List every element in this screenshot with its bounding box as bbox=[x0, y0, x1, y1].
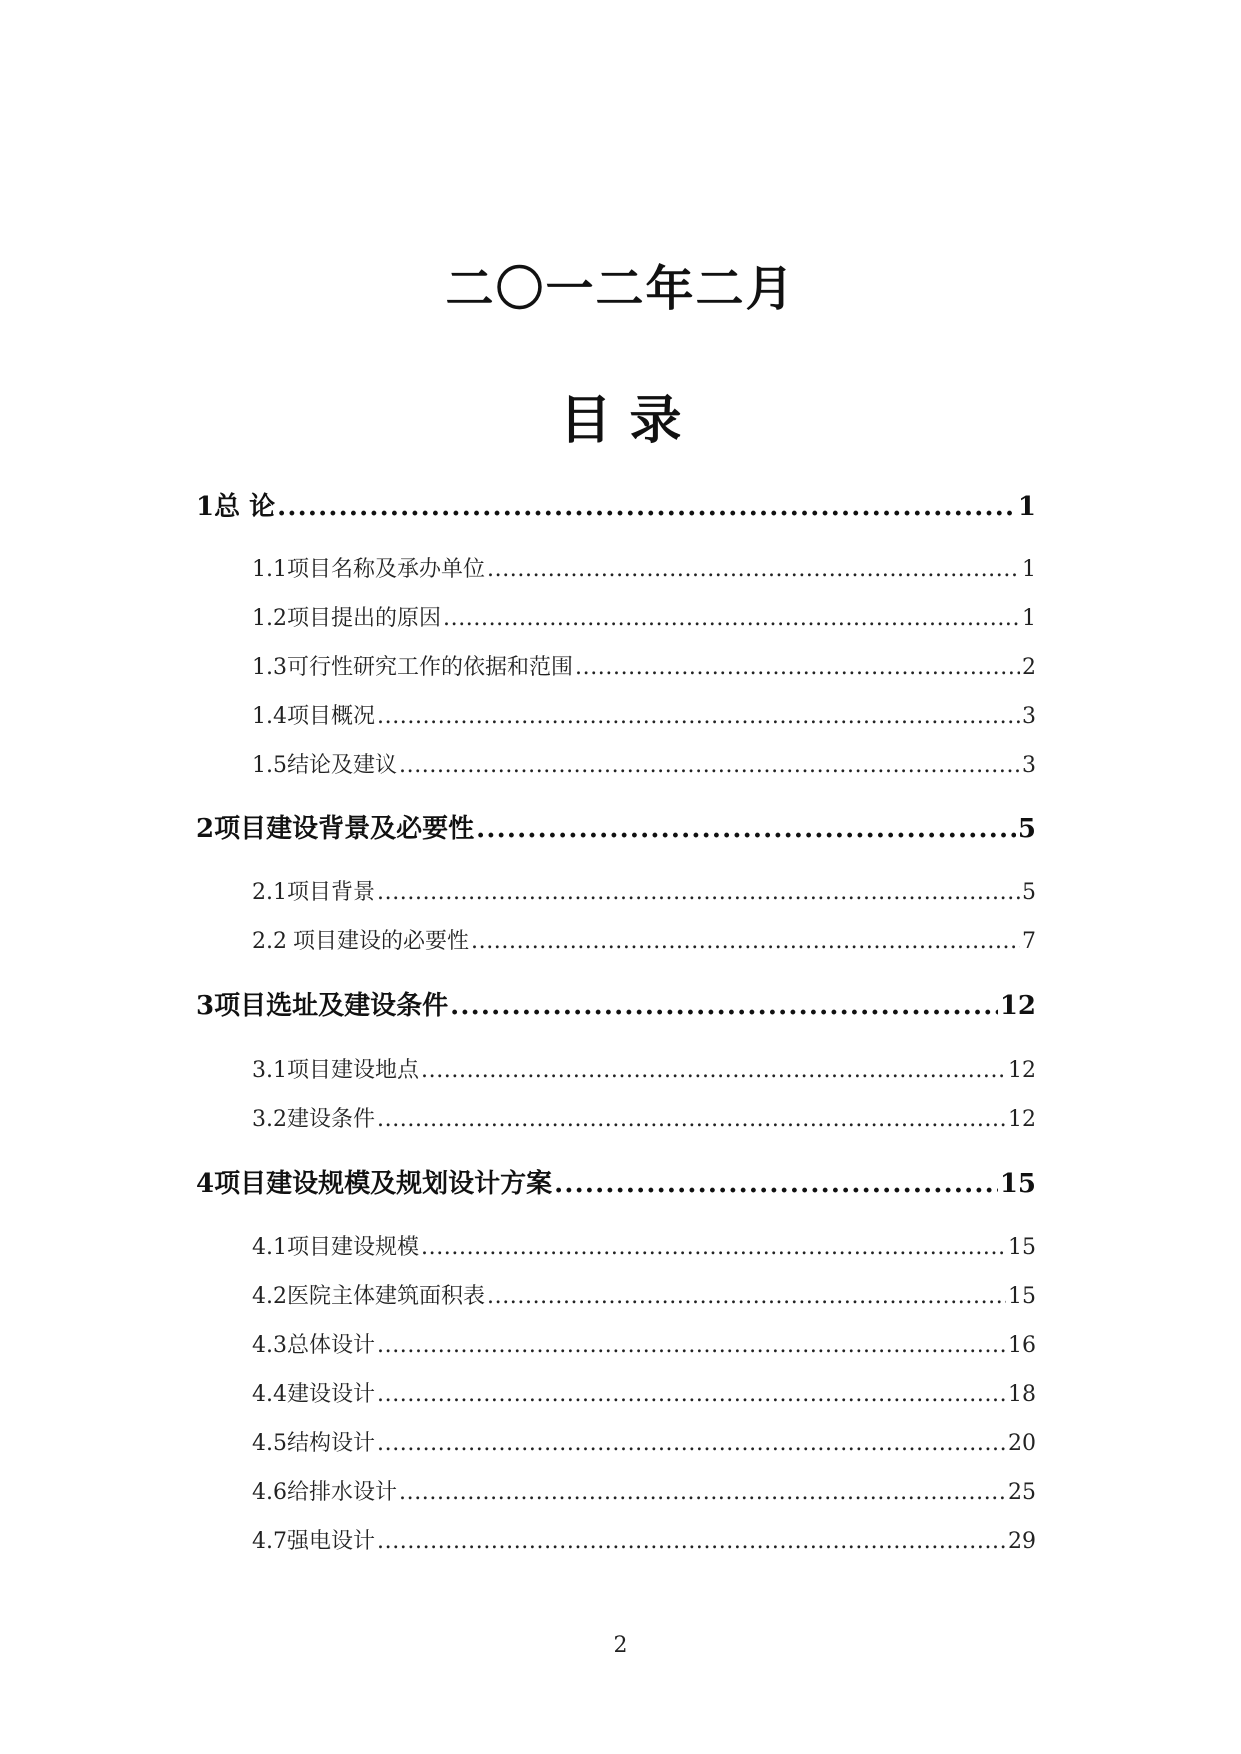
toc-section-number: 1.5 bbox=[252, 753, 287, 778]
toc-section-number: 2.2 bbox=[252, 929, 287, 954]
toc-section-4-6[interactable] bbox=[252, 1475, 1036, 1506]
toc-section-1-5[interactable] bbox=[252, 748, 1036, 779]
toc-chapter-label: 项目建设背景及必要性 bbox=[214, 814, 475, 844]
date-heading: 二〇一二年二月 bbox=[445, 261, 796, 317]
toc-section-number: 4.3 bbox=[252, 1333, 287, 1358]
toc-section-2-1[interactable] bbox=[252, 875, 1036, 906]
dot-leader bbox=[277, 492, 1016, 522]
dot-leader bbox=[377, 1333, 1006, 1358]
toc-chapter-number: 1 bbox=[196, 492, 215, 522]
toc-section-1-1[interactable] bbox=[252, 552, 1036, 583]
toc-page-number: 1 bbox=[1017, 492, 1036, 522]
toc-section-4-2[interactable] bbox=[252, 1279, 1036, 1310]
toc-chapter-4[interactable] bbox=[196, 1163, 1036, 1200]
toc-page-number: 3 bbox=[1022, 704, 1036, 729]
toc-section-4-3[interactable] bbox=[252, 1328, 1036, 1359]
toc-chapter-number: 3 bbox=[196, 991, 215, 1021]
toc-chapter-label: 项目选址及建设条件 bbox=[214, 991, 449, 1021]
toc-page-number: 25 bbox=[1008, 1480, 1036, 1505]
toc-chapter-3[interactable] bbox=[196, 985, 1036, 1022]
toc-section-number: 1.3 bbox=[252, 655, 287, 680]
dot-leader bbox=[476, 814, 1016, 844]
toc-section-number: 4.4 bbox=[252, 1382, 287, 1407]
toc-section-4-4[interactable] bbox=[252, 1377, 1036, 1408]
toc-chapter-label: 总 论 bbox=[214, 492, 276, 522]
toc-section-number: 3.2 bbox=[252, 1107, 287, 1132]
toc-section-4-7[interactable] bbox=[252, 1524, 1036, 1555]
toc-section-label: 建设条件 bbox=[287, 1107, 376, 1132]
toc-page-number: 1 bbox=[1022, 557, 1036, 582]
toc-page-number: 15 bbox=[1008, 1284, 1036, 1309]
toc-page-number: 3 bbox=[1022, 753, 1036, 778]
toc-page-number: 12 bbox=[999, 991, 1036, 1021]
toc-page-number: 18 bbox=[1008, 1382, 1036, 1407]
dot-leader bbox=[450, 991, 998, 1021]
dot-leader bbox=[377, 1107, 1006, 1132]
toc-section-1-3[interactable] bbox=[252, 650, 1036, 681]
toc-section-label: 结构设计 bbox=[287, 1431, 376, 1456]
toc-section-label: 项目建设地点 bbox=[287, 1058, 420, 1083]
toc-page-number: 15 bbox=[999, 1169, 1036, 1199]
dot-leader bbox=[399, 1480, 1006, 1505]
toc-section-number: 4.5 bbox=[252, 1431, 287, 1456]
dot-leader bbox=[554, 1169, 998, 1199]
toc-section-4-5[interactable] bbox=[252, 1426, 1036, 1457]
toc-section-number: 1.4 bbox=[252, 704, 287, 729]
toc-page-number: 15 bbox=[1008, 1235, 1036, 1260]
toc-section-2-2[interactable] bbox=[252, 924, 1036, 955]
toc-section-number: 2.1 bbox=[252, 880, 287, 905]
toc-section-3-1[interactable] bbox=[252, 1053, 1036, 1084]
toc-page-number: 12 bbox=[1008, 1107, 1036, 1132]
toc-chapter-label: 项目建设规模及规划设计方案 bbox=[214, 1169, 553, 1199]
toc-title: 目 录 bbox=[559, 390, 682, 451]
toc-section-label: 项目概况 bbox=[287, 704, 376, 729]
toc-section-label: 给排水设计 bbox=[287, 1480, 398, 1505]
toc-chapter-number: 2 bbox=[196, 814, 215, 844]
dot-leader bbox=[487, 1284, 1006, 1309]
toc-section-label: 强电设计 bbox=[287, 1529, 376, 1554]
toc-page-number: 20 bbox=[1008, 1431, 1036, 1456]
dot-leader bbox=[377, 1529, 1006, 1554]
toc-page-number: 7 bbox=[1022, 929, 1036, 954]
toc-page-number: 16 bbox=[1008, 1333, 1036, 1358]
toc-page-number: 29 bbox=[1008, 1529, 1036, 1554]
toc-chapter-2[interactable] bbox=[196, 808, 1036, 845]
toc-page-number: 2 bbox=[1022, 655, 1036, 680]
dot-leader bbox=[471, 929, 1020, 954]
dot-leader bbox=[377, 1431, 1006, 1456]
toc-section-label: 项目名称及承办单位 bbox=[287, 557, 486, 582]
toc-section-number: 1.2 bbox=[252, 606, 287, 631]
toc-section-label: 医院主体建筑面积表 bbox=[287, 1284, 486, 1309]
toc-section-label: 建设设计 bbox=[287, 1382, 376, 1407]
dot-leader bbox=[377, 1382, 1006, 1407]
toc-chapter-number: 4 bbox=[196, 1169, 215, 1199]
toc-section-number: 1.1 bbox=[252, 557, 287, 582]
toc-section-label: 项目提出的原因 bbox=[287, 606, 442, 631]
toc-page-number: 1 bbox=[1022, 606, 1036, 631]
toc-page-number: 5 bbox=[1022, 880, 1036, 905]
toc-section-number: 3.1 bbox=[252, 1058, 287, 1083]
toc-section-1-4[interactable] bbox=[252, 699, 1036, 730]
dot-leader bbox=[377, 704, 1020, 729]
toc-section-number: 4.6 bbox=[252, 1480, 287, 1505]
toc-section-3-2[interactable] bbox=[252, 1102, 1036, 1133]
dot-leader bbox=[575, 655, 1020, 680]
toc-section-4-1[interactable] bbox=[252, 1230, 1036, 1261]
toc-section-label: 总体设计 bbox=[287, 1333, 376, 1358]
toc-section-number: 4.1 bbox=[252, 1235, 287, 1260]
dot-leader bbox=[421, 1058, 1006, 1083]
toc-section-label: 结论及建议 bbox=[287, 753, 398, 778]
toc-section-label: 可行性研究工作的依据和范围 bbox=[287, 655, 574, 680]
toc-section-1-2[interactable] bbox=[252, 601, 1036, 632]
toc-page-number: 5 bbox=[1017, 814, 1036, 844]
dot-leader bbox=[421, 1235, 1006, 1260]
dot-leader bbox=[399, 753, 1020, 778]
page-number-footer: 2 bbox=[613, 1633, 628, 1658]
toc-page-number: 12 bbox=[1008, 1058, 1036, 1083]
toc-section-label: 项目背景 bbox=[287, 880, 376, 905]
toc-section-label: 项目建设规模 bbox=[287, 1235, 420, 1260]
dot-leader bbox=[443, 606, 1020, 631]
toc-section-label: 项目建设的必要性 bbox=[293, 929, 470, 954]
toc-section-number: 4.2 bbox=[252, 1284, 287, 1309]
dot-leader bbox=[377, 880, 1020, 905]
dot-leader bbox=[487, 557, 1020, 582]
toc-chapter-1[interactable] bbox=[196, 486, 1036, 523]
toc-section-number: 4.7 bbox=[252, 1529, 287, 1554]
